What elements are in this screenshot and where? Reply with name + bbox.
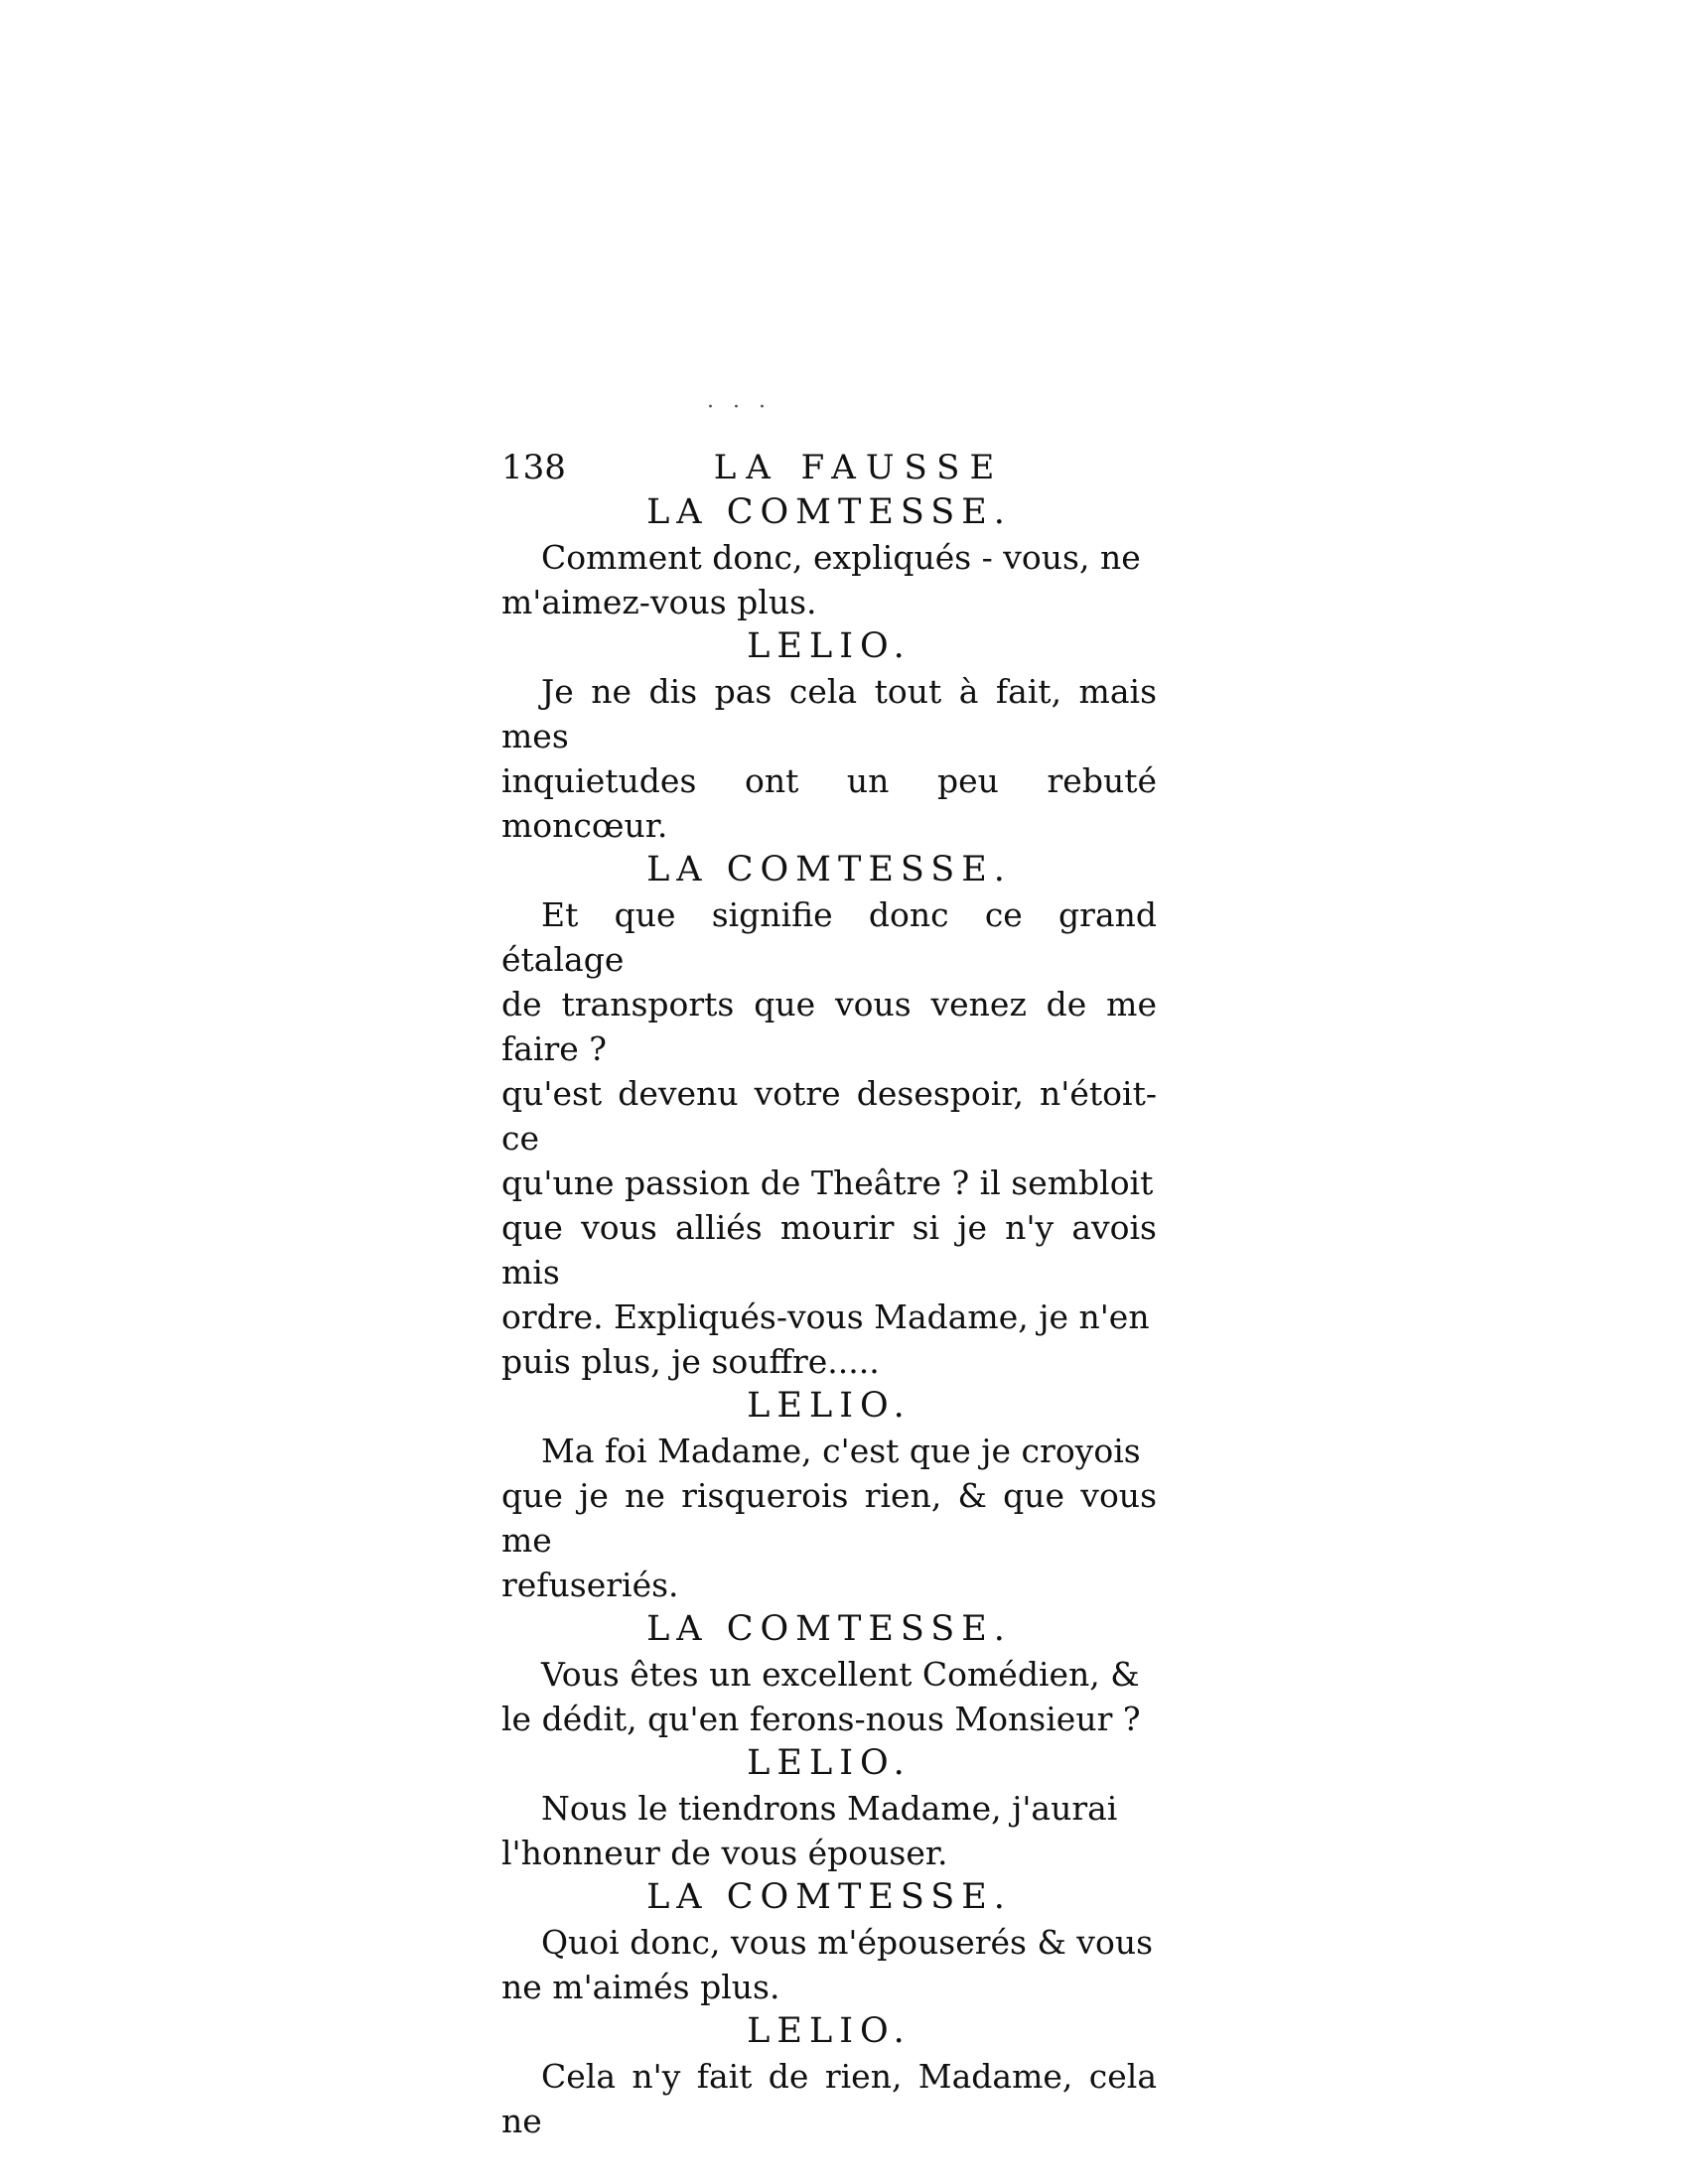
speech-line: Je ne dis pas cela tout à fait, mais mes (501, 672, 1157, 755)
speech-line: puis plus, je souffre..... (501, 1342, 880, 1381)
speech-line: Nous le tiendrons Madame, j'aurai (541, 1789, 1118, 1828)
speech-line: que je ne risquerois rien, & que vous me (501, 1476, 1157, 1560)
speech-line: de transports que vous venez de me faire ? (501, 985, 1157, 1068)
page-header (501, 445, 1157, 490)
speech-line: que vous alliés mourir si je n'y avois mis (501, 1208, 1157, 1292)
speech-text (501, 1429, 1157, 1607)
speech-line: ordre. Expliqués-vous Madame, je n'en (501, 1297, 1150, 1336)
speech-line: Quoi donc, vous m'épouserés & vous (541, 1923, 1154, 1962)
speech-text (501, 892, 1157, 1384)
speech-line: Et que signifie donc ce grand étalage (501, 895, 1157, 979)
running-title: LA FAUSSE (713, 448, 1005, 487)
speech-text (501, 535, 1157, 624)
speech-line: l'honneur de vous épouser. (501, 1834, 948, 1872)
speaker-name: LA COMTESSE. (646, 850, 1012, 889)
speech-line: qu'une passion de Theâtre ? il sembloit (501, 1163, 1154, 1202)
text-block (501, 445, 1157, 2143)
print-speck: · · · (707, 395, 772, 420)
page-number: 138 (501, 448, 566, 487)
speaker-name: LELIO. (747, 626, 912, 666)
speech-line: refuseriés. (501, 1566, 679, 1604)
speaker-name: LA COMTESSE. (646, 492, 1012, 532)
speaker-name: LELIO. (747, 1386, 912, 1426)
speaker-name: LA COMTESSE. (646, 1877, 1012, 1917)
speech-line: le dédit, qu'en ferons-nous Monsieur ? (501, 1700, 1141, 1738)
speech-text (501, 1920, 1157, 2009)
speech-line: qu'est devenu votre desespoir, n'étoit-ce (501, 1074, 1157, 1158)
speech-line: Cela n'y fait de rien, Madame, cela ne (501, 2057, 1157, 2140)
speech-line: inquietudes ont un peu rebuté moncœur. (501, 761, 1157, 845)
speech-line: Vous êtes un excellent Comédien, & (541, 1655, 1140, 1694)
speaker-name: LELIO. (747, 1743, 912, 1783)
speech-text (501, 1786, 1157, 1875)
speech-text (501, 2054, 1157, 2143)
speech-line: m'aimez-vous plus. (501, 583, 817, 621)
speech-text (501, 669, 1157, 848)
speaker-name: LELIO. (747, 2011, 912, 2051)
speech-line: Ma foi Madame, c'est que je croyois (541, 1432, 1141, 1470)
speaker-name: LA COMTESSE. (646, 1609, 1012, 1649)
speech-line: ne m'aimés plus. (501, 1968, 780, 2006)
speech-line: Comment donc, expliqués - vous, ne (541, 538, 1141, 577)
speech-text (501, 1652, 1157, 1741)
